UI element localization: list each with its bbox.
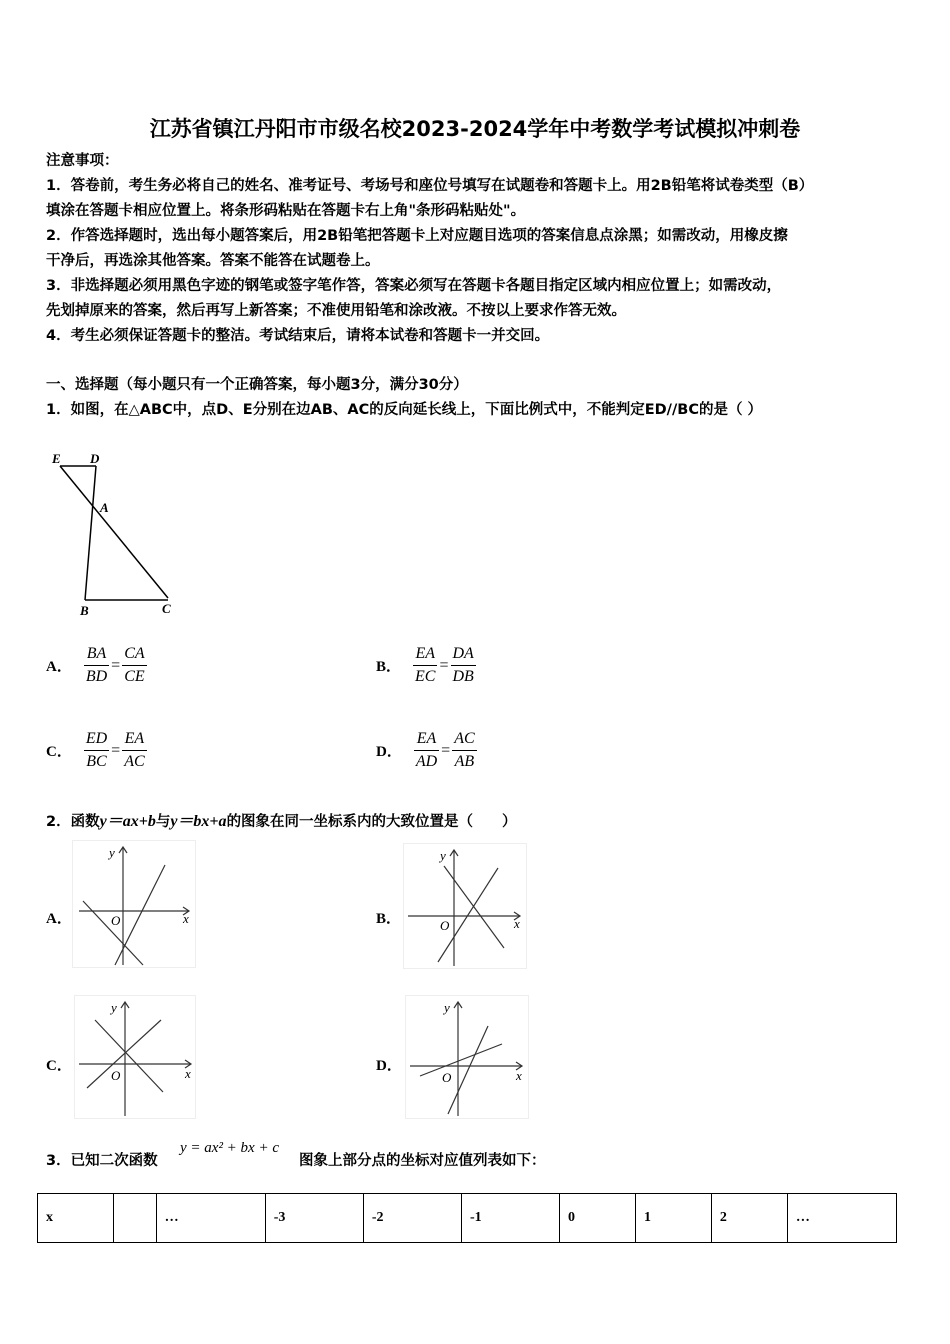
table-cell: 0 bbox=[560, 1194, 636, 1243]
table-cell: 1 bbox=[635, 1194, 711, 1243]
option-label: A． bbox=[46, 659, 72, 675]
point-label-e: E bbox=[52, 451, 61, 466]
notice-line: 1．答卷前，考生务必将自己的姓名、准考证号、考场号和座位号填写在试题卷和答题卡上。用2B铅笔将试卷类型（B） bbox=[46, 178, 814, 194]
fraction: $\frac{DA}{DB}$ bbox=[452, 645, 474, 685]
section-heading: 一、选择题（每小题只有一个正确答案，每小题3分，满分30分） bbox=[46, 377, 468, 393]
notice-line: 2．作答选择题时，选出每小题答案后，用2B铅笔把答题卡上对应题目选项的答案信息点涂黑；如需改动，用橡皮擦 bbox=[46, 228, 788, 244]
fraction: $\frac{BA}{BD}$ bbox=[85, 645, 108, 685]
point-label-d: D bbox=[90, 451, 100, 466]
q2-option-c-label[interactable]: C． bbox=[46, 1058, 72, 1074]
quadratic-formula: y = ax² + bx + c bbox=[180, 1140, 279, 1156]
value-table bbox=[37, 1193, 897, 1243]
q2-graph-c[interactable] bbox=[74, 995, 196, 1119]
q2-graph-b[interactable] bbox=[403, 843, 527, 969]
point-label-a: A bbox=[100, 500, 109, 515]
point-label-b: B bbox=[80, 603, 89, 618]
axis-x-label: x bbox=[185, 1066, 191, 1081]
axis-y-label: y bbox=[109, 845, 115, 860]
table-cell: -2 bbox=[363, 1194, 461, 1243]
origin-label: O bbox=[111, 1068, 121, 1083]
axis-y-label: y bbox=[444, 1000, 450, 1015]
q1-option-c[interactable]: C． $\frac{ED}{BC}$ = $\frac{EA}{AC}$ bbox=[46, 728, 147, 773]
question-1-text: 1．如图，在△ABC中，点D、E分别在边AB、AC的反向延长线上，下面比例式中，不能判定ED//BC的是（ ） bbox=[46, 402, 763, 418]
table-cell bbox=[113, 1194, 156, 1243]
notice-line: 4．考生必须保证答题卡的整洁。考试结束后，请将本试卷和答题卡一并交回。 bbox=[46, 328, 550, 344]
table-row bbox=[38, 1194, 897, 1243]
notice-line: 先划掉原来的答案，然后再写上新答案；不准使用铅笔和涂改液。不按以上要求作答无效。 bbox=[46, 303, 626, 319]
notice-line: 填涂在答题卡相应位置上。将条形码粘贴在答题卡右上角"条形码粘贴处"。 bbox=[46, 203, 526, 219]
fraction: $\frac{ED}{BC}$ bbox=[85, 730, 108, 770]
question-2-text: 2．函数y＝ax+b与y＝bx+a的图象在同一坐标系内的大致位置是（ ） bbox=[46, 813, 517, 830]
fraction: $\frac{AC}{AB}$ bbox=[454, 730, 475, 770]
table-cell: 2 bbox=[711, 1194, 787, 1243]
axis-x-label: x bbox=[183, 911, 189, 926]
table-cell: -3 bbox=[265, 1194, 363, 1243]
notice-heading: 注意事项： bbox=[46, 153, 119, 169]
q1-option-b[interactable]: B． $\frac{EA}{EC}$ = $\frac{DA}{DB}$ bbox=[376, 643, 476, 688]
table-cell: … bbox=[787, 1194, 896, 1243]
q1-option-d[interactable]: D． $\frac{EA}{AD}$ = $\frac{AC}{AB}$ bbox=[376, 728, 477, 773]
q2-option-d-label[interactable]: D． bbox=[376, 1058, 402, 1074]
origin-label: O bbox=[440, 918, 450, 933]
option-label: C． bbox=[46, 744, 72, 760]
table-cell: -1 bbox=[461, 1194, 559, 1243]
axis-y-label: y bbox=[440, 848, 446, 863]
fraction: $\frac{EA}{EC}$ bbox=[415, 645, 436, 685]
q1-option-a[interactable]: A． $\frac{BA}{BD}$ = $\frac{CA}{CE}$ bbox=[46, 643, 147, 688]
axis-x-label: x bbox=[514, 916, 520, 931]
q2-graph-d[interactable] bbox=[405, 995, 529, 1119]
point-label-c: C bbox=[162, 601, 171, 616]
option-label: D． bbox=[376, 744, 402, 760]
origin-label: O bbox=[111, 913, 121, 928]
axis-x-label: x bbox=[516, 1068, 522, 1083]
page-title: 江苏省镇江丹阳市市级名校2023-2024学年中考数学考试模拟冲刺卷 bbox=[149, 117, 801, 141]
fraction: $\frac{CA}{CE}$ bbox=[124, 645, 145, 685]
origin-label: O bbox=[442, 1070, 452, 1085]
table-cell: x bbox=[38, 1194, 114, 1243]
q2-option-b-label[interactable]: B． bbox=[376, 911, 402, 927]
question-3-suffix: 图象上部分点的坐标对应值列表如下： bbox=[299, 1153, 546, 1169]
table-cell: … bbox=[156, 1194, 265, 1243]
triangle-figure bbox=[46, 448, 186, 618]
notice-line: 3．非选择题必须用黑色字迹的钢笔或签字笔作答，答案必须写在答题卡各题目指定区域内相应位置上；如需改动， bbox=[46, 278, 782, 294]
q2-option-a-label[interactable]: A． bbox=[46, 911, 72, 927]
question-3-prefix: 3．已知二次函数 bbox=[46, 1153, 158, 1169]
fraction: $\frac{EA}{AD}$ bbox=[415, 730, 438, 770]
notice-line: 干净后，再选涂其他答案。答案不能答在试题卷上。 bbox=[46, 253, 380, 269]
fraction: $\frac{EA}{AC}$ bbox=[124, 730, 145, 770]
option-label: B． bbox=[376, 659, 402, 675]
q2-graph-a[interactable] bbox=[72, 840, 196, 968]
axis-y-label: y bbox=[111, 1000, 117, 1015]
